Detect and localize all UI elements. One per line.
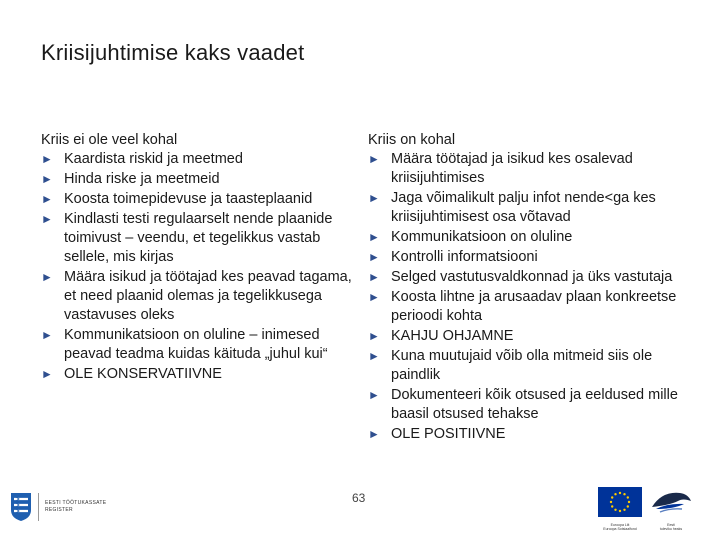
list-item (368, 347, 688, 385)
list-item-text: Kuna muutujaid võib olla mitmeid siis ole paindlik (391, 348, 653, 383)
list-item (368, 248, 688, 267)
list-item-text: Kommunikatsioon on oluline (391, 229, 573, 245)
list-item-text: Määra töötajad ja isikud kes osalevad kriisijuhtimises (391, 151, 633, 186)
list-item (41, 210, 356, 267)
list-item-text: Kaardista riskid ja meetmed (64, 151, 243, 167)
bullet-arrow-icon: ► (368, 349, 380, 363)
esf-bird-logo (650, 487, 692, 531)
list-item-text: Koosta toimepidevuse ja taasteplaanid (64, 191, 313, 207)
logo-text-line: REGISTER (45, 507, 73, 513)
left-bullet-list (41, 150, 356, 384)
bullet-arrow-icon: ► (41, 328, 53, 342)
bullet-arrow-icon: ► (41, 270, 53, 284)
organization-logo (10, 492, 106, 522)
bird-caption (650, 523, 692, 531)
list-item-text: Määra isikud ja töötajad kes peavad tagama, et need plaanid olemas ja tegelikkusega vastavuses oleks (64, 269, 352, 323)
bird-icon (650, 487, 692, 517)
logo-text-line: EESTI TÖÖTUKASSATE (45, 500, 107, 506)
list-item (368, 386, 688, 424)
bullet-arrow-icon: ► (368, 230, 380, 244)
list-item (368, 327, 688, 346)
right-column-heading: Kriis on kohal (368, 132, 456, 148)
list-item (41, 150, 356, 169)
right-bullet-list (368, 150, 688, 444)
bullet-arrow-icon: ► (41, 172, 53, 186)
bullet-arrow-icon: ► (368, 290, 380, 304)
eu-logo (598, 487, 642, 531)
list-item-text: Jaga võimalikult palju infot nende<ga kes kriisijuhtimisest osa võtavad (391, 190, 656, 225)
funding-logos (598, 487, 692, 531)
bullet-arrow-icon: ► (368, 388, 380, 402)
page-number: 63 (352, 491, 366, 505)
bullet-arrow-icon: ► (368, 250, 380, 264)
list-item-text: Dokumenteeri kõik otsused ja eeldused mille baasil otsused tehakse (391, 387, 678, 422)
logo-text (45, 500, 106, 514)
eu-caption-line: Euroopa Liit (610, 523, 630, 527)
bullet-arrow-icon: ► (368, 427, 380, 441)
page-title: Kriisijuhtimise kaks vaadet (41, 40, 305, 65)
bullet-arrow-icon: ► (368, 191, 380, 205)
eu-caption-line: Euroopa Sotsiaalfond (603, 527, 637, 531)
bullet-arrow-icon: ► (41, 192, 53, 206)
list-item (368, 189, 688, 227)
bullet-arrow-icon: ► (41, 152, 53, 166)
eu-flag-icon (598, 487, 642, 517)
list-item (41, 268, 356, 325)
list-item-text: KAHJU OHJAMNE (391, 328, 514, 344)
list-item (368, 150, 688, 188)
list-item-text: Kindlasti testi regulaarselt nende plaanide toimivust – veendu, et tegelikkus vastab sellele, mis kirjas (64, 211, 333, 265)
bullet-arrow-icon: ► (41, 212, 53, 226)
list-item-text: Kontrolli informatsiooni (391, 249, 538, 265)
list-item (41, 170, 356, 189)
eu-caption (598, 523, 642, 531)
list-item-text: Kommunikatsioon on oluline – inimesed peavad teadma kuidas käituda „juhul kui“ (64, 327, 328, 362)
list-item (368, 288, 688, 326)
list-item-text: OLE POSITIIVNE (391, 426, 506, 442)
right-column (368, 131, 688, 445)
list-item (41, 326, 356, 364)
bullet-arrow-icon: ► (368, 152, 380, 166)
bullet-arrow-icon: ► (41, 367, 53, 381)
list-item (368, 228, 688, 247)
logo-divider (38, 493, 39, 521)
bird-caption-line: tuleviku heaks (659, 527, 683, 531)
list-item (368, 268, 688, 287)
list-item-text: Hinda riske ja meetmeid (64, 171, 220, 187)
list-item (41, 190, 356, 209)
bullet-arrow-icon: ► (368, 329, 380, 343)
left-column (41, 131, 356, 385)
bullet-arrow-icon: ► (368, 270, 380, 284)
list-item (368, 425, 688, 444)
list-item (41, 365, 356, 384)
bird-caption-line: Eesti (667, 523, 675, 527)
coat-of-arms-icon (10, 492, 32, 522)
left-column-heading: Kriis ei ole veel kohal (41, 132, 178, 148)
list-item-text: Koosta lihtne ja arusaadav plaan konkreetse perioodi kohta (391, 289, 677, 324)
list-item-text: OLE KONSERVATIIVNE (64, 366, 222, 382)
list-item-text: Selged vastutusvaldkonnad ja üks vastutaja (391, 269, 673, 285)
